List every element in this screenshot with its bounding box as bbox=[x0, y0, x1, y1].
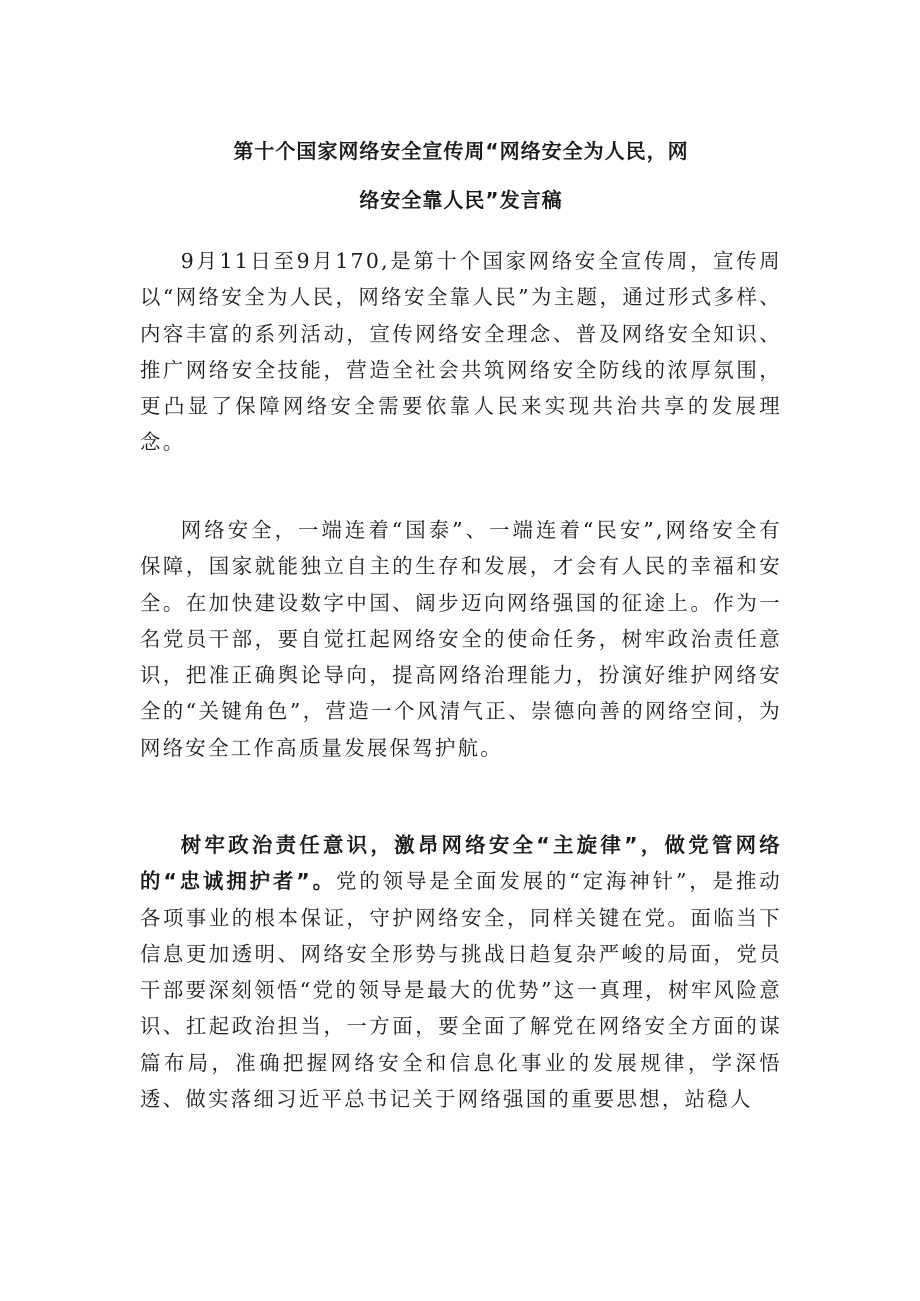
paragraph-body: 党的领导是全面发展的“定海神针”，是推动各项事业的根本保证，守护网络安全，同样关键在党。面临当下信息更加透明、网络安全形势与挑战日趋复杂严峻的局面，党员干部要深刻领悟“党的领导是最大的优势”这一真理，树牢风险意识、扛起政治担当，一方面，要全面了解党在网络安全方面的谋篇布局，准确把握网络安全和信息化事业的发展规律，学深悟透、做实落细习近平总书记关于网络强国的重要思想，站稳人 bbox=[140, 869, 782, 1112]
document-title-line2: 络安全靠人民”发言稿 bbox=[359, 188, 563, 212]
paragraph-network-security: 网络安全，一端连着“国泰”、一端连着“民安”,网络安全有保障，国家就能独立自主的生存和发展，才会有人民的幸福和安全。在加快建设数字中国、阔步迈向网络强国的征途上。作为一名党员干部，要自觉扛起网络安全的使命任务，树牢政治责任意识，把准正确舆论导向，提高网络治理能力，扮演好维护网络安全的“关键角色”，营造一个风清气正、崇德向善的网络空间，为网络安全工作高质量发展保驾护航。 bbox=[140, 518, 782, 760]
paragraph-heading: 树牢政治责任意识，激昂网络安全“主旋律”，做党管网络的“忠诚拥护者”。 bbox=[140, 833, 782, 894]
paragraph-intro: 9月11日至9月170,是第十个国家网络安全宣传周，宣传周以“网络安全为人民，网络安全靠人民”为主题，通过形式多样、内容丰富的系列活动，宣传网络安全理念、普及网络安全知识、推广网络安全技能，营造全社会共筑网络安全防线的浓厚氛围，更凸显了保障网络安全需要依靠人民来实现共治共享的发展理念。 bbox=[140, 249, 782, 455]
document-title-line1: 第十个国家网络安全宣传周“网络安全为人民，网 bbox=[233, 139, 689, 163]
paragraph-political-responsibility bbox=[140, 827, 782, 1117]
